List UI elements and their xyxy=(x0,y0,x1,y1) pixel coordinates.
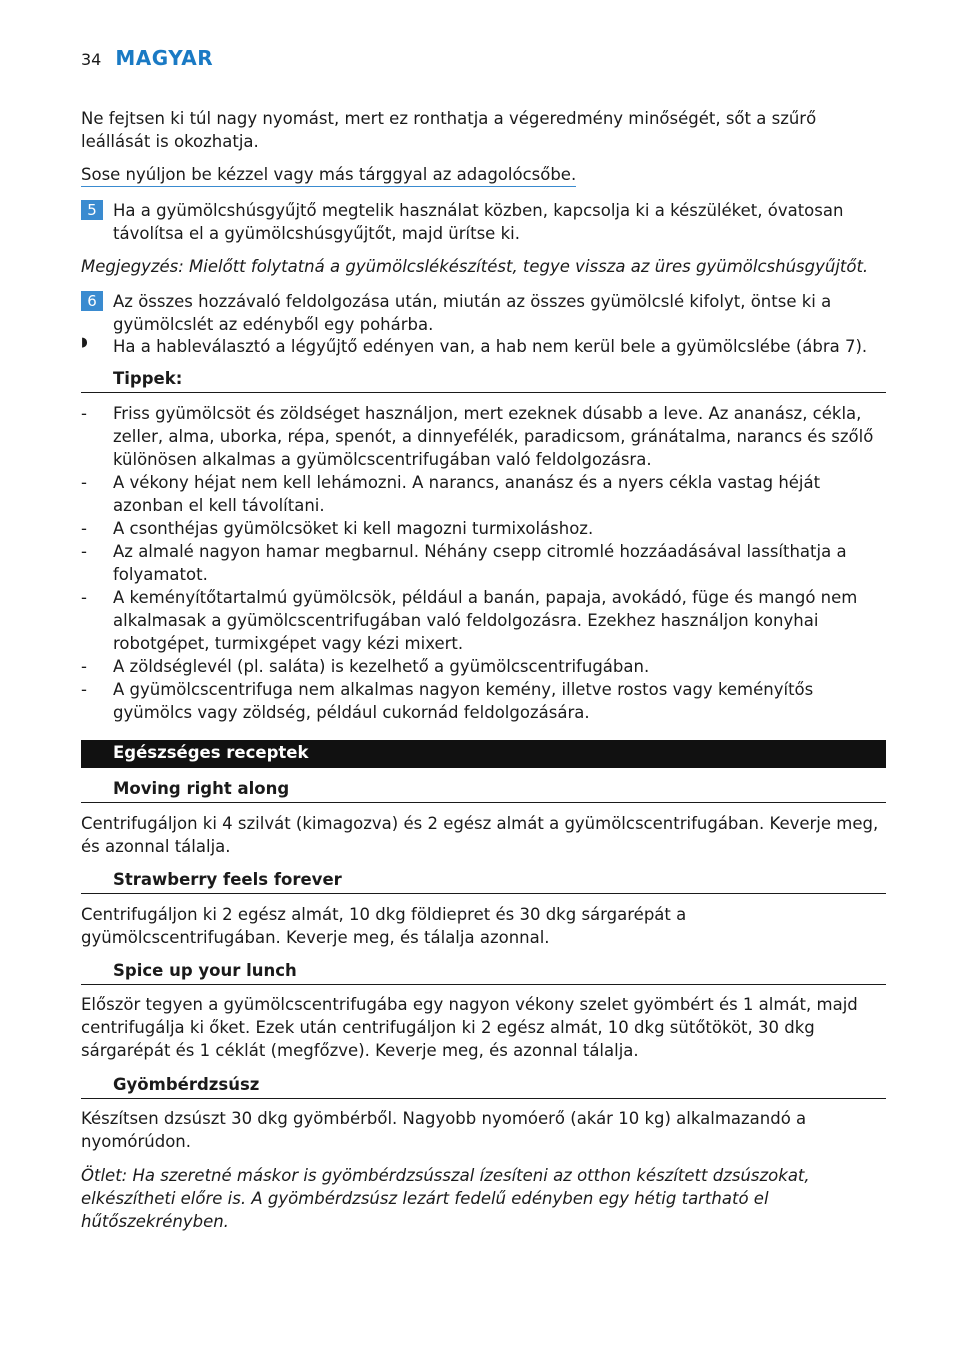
note-paragraph xyxy=(81,255,886,278)
tips-heading-text: Tippek: xyxy=(113,369,183,388)
recipes-section-bar xyxy=(81,740,886,768)
list-item: - A gyümölcscentrifuga nem alkalmas nagyon kemény, illetve rostos vagy keményítős gyümölcs vagy zöldség, például cukornád feldolgozására. xyxy=(81,680,814,722)
recipe-title: Moving right along xyxy=(113,779,290,798)
warning-text: Sose nyúljon be kézzel vagy más tárggyal az adagolócsőbe. xyxy=(81,165,576,187)
step-number-badge: 6 xyxy=(81,291,103,311)
recipe-heading xyxy=(81,1074,886,1099)
list-item: - Friss gyümölcsöt és zöldséget használjon, mert ezeknek dúsabb a leve. Az ananász, cékla, zeller, alma, uborka, répa, spenót, a dinnyefélék, paradicsom, gránátalma, narancs és szőlő különösen alkalmas a gyümölcscentrifugában való feldolgozásra. xyxy=(81,404,874,469)
warning-paragraph xyxy=(81,163,886,186)
step-text: Az összes hozzávaló feldolgozása után, miután az összes gyümölcslé kifolyt, öntse ki a gyümölcslét az edényből egy pohárba. xyxy=(113,292,832,334)
step-6 xyxy=(81,290,886,336)
intro-paragraph xyxy=(81,107,886,153)
bullet-arrow-icon: ◗ xyxy=(81,335,88,350)
page-header xyxy=(81,46,213,76)
recipe-tip xyxy=(81,1164,886,1233)
result-bullet xyxy=(81,335,886,358)
recipe-body xyxy=(81,1107,886,1153)
recipe-text: Először tegyen a gyümölcscentrifugába egy nagyon vékony szelet gyömbért és 1 almát, majd centrifugálja ki őket. Ezek után centrifugáljon ki 2 egész almát, 10 dkg sütőtököt, 30 dkg sárgarépát és 1 céklát (megfőzve). Keverje meg, és azonnal tálalja. xyxy=(81,995,858,1060)
tips-list xyxy=(81,402,886,724)
list-item: - A csonthéjas gyümölcsöket ki kell magozni turmixoláshoz. xyxy=(81,519,594,538)
step-5 xyxy=(81,199,886,245)
recipe-tip-text: Ötlet: Ha szeretné máskor is gyömbérdzsússzal ízesíteni az otthon készített dzsúszokat, elkészítheti előre is. A gyömbérdzsúsz lezárt fedelű edényben egy hétig tartható el hűtőszekrényben. xyxy=(81,1166,810,1231)
page-number: 34 xyxy=(81,50,102,69)
recipe-title: Strawberry feels forever xyxy=(113,870,342,889)
intro-text: Ne fejtsen ki túl nagy nyomást, mert ez ronthatja a végeredmény minőségét, sőt a szűrő leállását is okozhatja. xyxy=(81,109,817,151)
recipe-title: Spice up your lunch xyxy=(113,961,297,980)
recipe-heading xyxy=(81,960,886,985)
recipe-heading xyxy=(81,869,886,894)
list-item: - A keményítőtartalmú gyümölcsök, például a banán, papaja, avokádó, füge és mangó nem alkalmasak a gyümölcscentrifugában való feldolgozásra. Ezekhez használjon konyhai robotgépet, turmixgépet vagy kézi mixert. xyxy=(81,588,858,653)
step-text: Ha a gyümölcshúsgyűjtő megtelik használat közben, kapcsolja ki a készüléket, óvatosan távolítsa el a gyümölcshúsgyűjtőt, majd ürítse ki. xyxy=(113,201,844,243)
recipe-body xyxy=(81,903,886,949)
recipe-text: Centrifugáljon ki 2 egész almát, 10 dkg földiepret és 30 dkg sárgarépát a gyümölcscentrifugában. Keverje meg, és tálalja azonnal. xyxy=(81,905,687,947)
recipe-text: Készítsen dzsúszt 30 dkg gyömbérből. Nagyobb nyomóerő (akár 10 kg) alkalmazandó a nyomórúdon. xyxy=(81,1109,807,1151)
recipe-body xyxy=(81,993,886,1062)
bullet-text: Ha a hableválasztó a légyűjtő edényen van, a hab nem kerül bele a gyümölcslébe (ábra 7). xyxy=(113,337,868,356)
recipes-section-title: Egészséges receptek xyxy=(113,743,309,762)
list-item: - A zöldséglevél (pl. saláta) is kezelhető a gyümölcscentrifugában. xyxy=(81,657,650,676)
recipe-body xyxy=(81,812,886,858)
tips-heading xyxy=(81,368,886,393)
language-title: MAGYAR xyxy=(115,46,214,70)
step-number-badge: 5 xyxy=(81,200,103,220)
list-item: - Az almalé nagyon hamar megbarnul. Néhány csepp citromlé hozzáadásával lassíthatja a folyamatot. xyxy=(81,542,847,584)
note-text: Megjegyzés: Mielőtt folytatná a gyümölcslékészítést, tegye vissza az üres gyümölcshúsgyűjtőt. xyxy=(81,257,869,276)
list-item: - A vékony héjat nem kell lehámozni. A narancs, ananász és a nyers cékla vastag héját azonban el kell távolítani. xyxy=(81,473,821,515)
recipe-heading xyxy=(81,778,886,803)
recipe-title: Gyömbérdzsúsz xyxy=(113,1075,260,1094)
recipe-text: Centrifugáljon ki 4 szilvát (kimagozva) és 2 egész almát a gyümölcscentrifugában. Keverje meg, és azonnal tálalja. xyxy=(81,814,879,856)
